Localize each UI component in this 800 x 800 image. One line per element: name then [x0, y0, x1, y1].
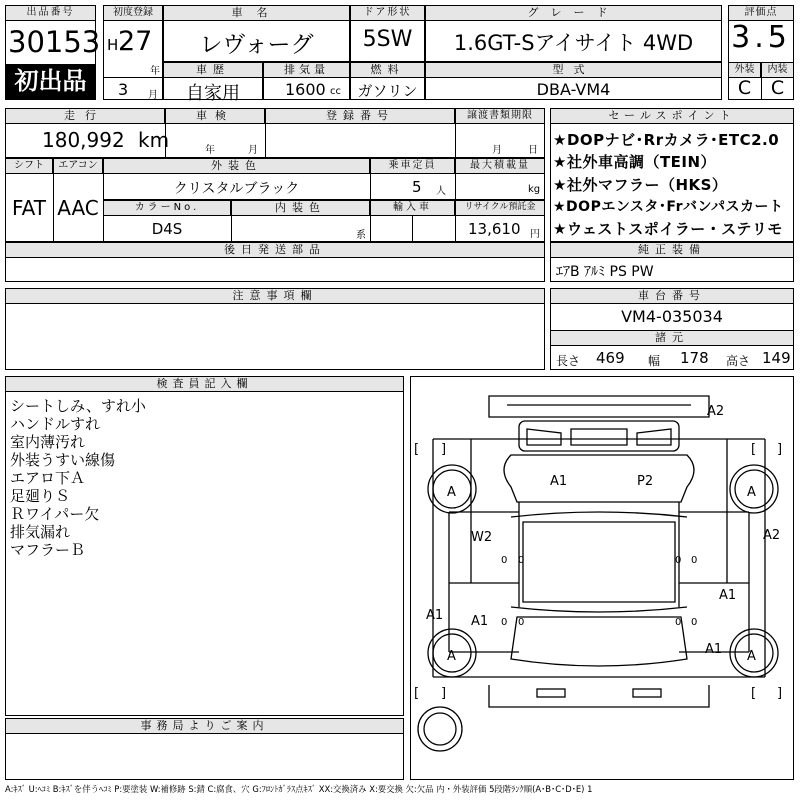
zero-mark: 0 [501, 555, 508, 566]
damage-mark: A [447, 485, 456, 500]
later-parts-label: 後日発送部品 [5, 242, 545, 258]
inspector-note: 足廻りＳ [10, 487, 71, 505]
sales-point: ★ウェストスポイラー・ステリモ [553, 220, 783, 238]
damage-mark: A1 [719, 588, 737, 603]
sales-point: ★社外車高調（TEIN） [553, 153, 717, 171]
car-damage-diagram [411, 377, 793, 779]
capacity-label: 乗車定員 [370, 158, 455, 174]
int-color-unit: 系 [356, 230, 366, 241]
recycle-fee: 13,610 [468, 220, 521, 238]
bracket-mark: [ [414, 442, 420, 457]
zero-mark: 0 [501, 617, 508, 628]
sales-point: ★社外マフラー（HKS） [553, 176, 728, 194]
mileage: 180,992 [42, 128, 125, 152]
interior-grade: C [770, 77, 785, 99]
bracket-mark: [ [414, 686, 420, 701]
inspector-note: マフラーＢ [10, 541, 86, 559]
exterior-label: 外装 [728, 62, 761, 78]
recycle-label: リサイクル預託金 [455, 200, 545, 216]
sales-point: ★DOPナビ･Rrカメラ･ETC2.0 [553, 131, 780, 149]
mileage-label: 走行 [5, 108, 165, 124]
office-label: 事務局よりご案内 [5, 718, 404, 734]
year-unit: 年 [150, 66, 160, 77]
inspector-note: 排気漏れ [10, 523, 71, 541]
first-listing-badge: 初出品 [6, 64, 95, 99]
score-label: 評価点 [728, 5, 794, 21]
width: 178 [680, 349, 709, 367]
equipment-label: 純正装備 [550, 242, 794, 258]
bracket-mark: ] [777, 686, 783, 701]
zero-mark: 0 [518, 617, 525, 628]
inspector-note: 外装うすい線傷 [10, 451, 116, 469]
car-name-label: 車名 [163, 5, 350, 21]
inspector-note: 室内薄汚れ [10, 433, 86, 451]
damage-mark: P2 [637, 474, 654, 489]
inspector-note: エアロ下Ａ [10, 469, 86, 487]
bracket-mark: [ [751, 442, 757, 457]
recycle-unit: 円 [530, 229, 540, 240]
damage-mark: A1 [426, 608, 444, 623]
inspector-note: シートしみ、すれ小 [10, 397, 146, 415]
damage-mark: A2 [763, 528, 781, 543]
zero-mark: 0 [518, 555, 525, 566]
docs-day-unit: 日 [528, 145, 538, 156]
first-reg-month: 3 [118, 80, 129, 99]
damage-mark: A1 [705, 642, 723, 657]
zero-mark: 0 [691, 555, 698, 566]
height-label: 高さ [726, 354, 751, 368]
inspector-note: ハンドルすれ [10, 415, 101, 433]
era: H [107, 36, 119, 54]
int-color-label: 内装色 [231, 200, 370, 216]
color-label: 外装色 [103, 158, 370, 174]
history-label: 車歴 [163, 62, 263, 78]
door-label: ドア形状 [350, 5, 425, 21]
damage-mark: A [747, 649, 756, 664]
model: DBA-VM4 [536, 80, 611, 99]
displacement: 1600 [285, 80, 326, 99]
chassis-number: VM4-035034 [621, 307, 723, 326]
sales-points-label: セールスポイント [550, 108, 794, 124]
damage-mark: A1 [550, 474, 568, 489]
damage-mark: A1 [471, 614, 489, 629]
diagram-box [410, 376, 794, 780]
docs-label: 譲渡書類期限 [455, 108, 545, 124]
score: 3.5 [731, 20, 791, 55]
load-unit: kg [528, 184, 541, 195]
length-label: 長さ [556, 354, 581, 368]
notes-label: 注意事項欄 [5, 288, 545, 304]
width-label: 幅 [648, 354, 661, 368]
zero-mark: 0 [675, 555, 682, 566]
load-label: 最大積載量 [455, 158, 545, 174]
bracket-mark: ] [441, 442, 447, 457]
bracket-mark: ] [441, 686, 447, 701]
color-no: D4S [151, 220, 183, 238]
capacity: 5 [412, 178, 422, 196]
height: 149 [762, 349, 791, 367]
aircon-label: エアコン [53, 158, 103, 174]
import-label: 輸入車 [370, 200, 455, 216]
capacity-unit: 人 [436, 186, 446, 197]
lot-number: 30153 [8, 25, 101, 59]
inspector-label: 検査員記入欄 [5, 376, 404, 392]
interior-label: 内装 [761, 62, 794, 78]
inspection-label: 車検 [165, 108, 265, 124]
door-type: 5SW [362, 27, 413, 52]
first-reg-label: 初度登録 [103, 5, 163, 21]
color-no-label: カラーNo. [103, 200, 231, 216]
fuel-label: 燃料 [350, 62, 425, 78]
length: 469 [596, 349, 625, 367]
shift-label: シフト [5, 158, 53, 174]
shift: FAT [11, 196, 46, 220]
zero-mark: 0 [691, 617, 698, 628]
inspector-note: Ｒワイパー欠 [10, 505, 100, 523]
grade-label: グレード [425, 5, 722, 21]
displacement-label: 排気量 [263, 62, 350, 78]
damage-mark: W2 [471, 530, 493, 545]
zero-mark: 0 [675, 617, 682, 628]
mileage-unit: km [138, 128, 170, 152]
reg-label: 登録番号 [265, 108, 455, 124]
equipment-items: ｴｱB ｱﾙﾐ PS PW [556, 264, 654, 280]
displacement-unit: cc [330, 86, 341, 97]
car-name: レヴォーグ [199, 32, 314, 58]
damage-mark: A2 [707, 404, 725, 419]
damage-legend: A:ｷｽﾞ U:ﾍｺﾐ B:ｷｽﾞを伴うﾍｺﾐ P:要塗装 W:補修跡 S:錆 C:腐食、穴 G:ﾌﾛﾝﾄｶﾞﾗｽ点ｷｽﾞ XX:交換済み X:要交換 欠:欠品 内・外装評価 5段階ﾗﾝｸ順(A･B･C･D･E) 1 [5, 784, 593, 794]
fuel: ガソリン [357, 82, 418, 100]
inspection-month-unit: 月 [248, 145, 258, 156]
bracket-mark: ] [777, 442, 783, 457]
damage-mark: A [747, 485, 756, 500]
exterior-color: クリスタルブラック [173, 181, 300, 197]
damage-mark: A [447, 649, 456, 664]
docs-month-unit: 月 [492, 145, 502, 156]
aircon: AAC [57, 196, 99, 220]
sales-point: ★DOPエンスタ･Frバンパスカート [553, 199, 784, 215]
model-label: 型式 [425, 62, 722, 78]
first-reg-year: 27 [118, 26, 153, 57]
history: 自家用 [186, 83, 240, 104]
month-unit: 月 [148, 90, 158, 101]
exterior-grade: C [737, 77, 752, 99]
inspection-year-unit: 年 [205, 145, 215, 156]
dimensions-label: 諸元 [550, 330, 794, 346]
lot-label: 出品番号 [5, 5, 96, 21]
grade: 1.6GT-Sアイサイト 4WD [453, 31, 694, 55]
chassis-label: 車台番号 [550, 288, 794, 304]
bracket-mark: [ [751, 686, 757, 701]
